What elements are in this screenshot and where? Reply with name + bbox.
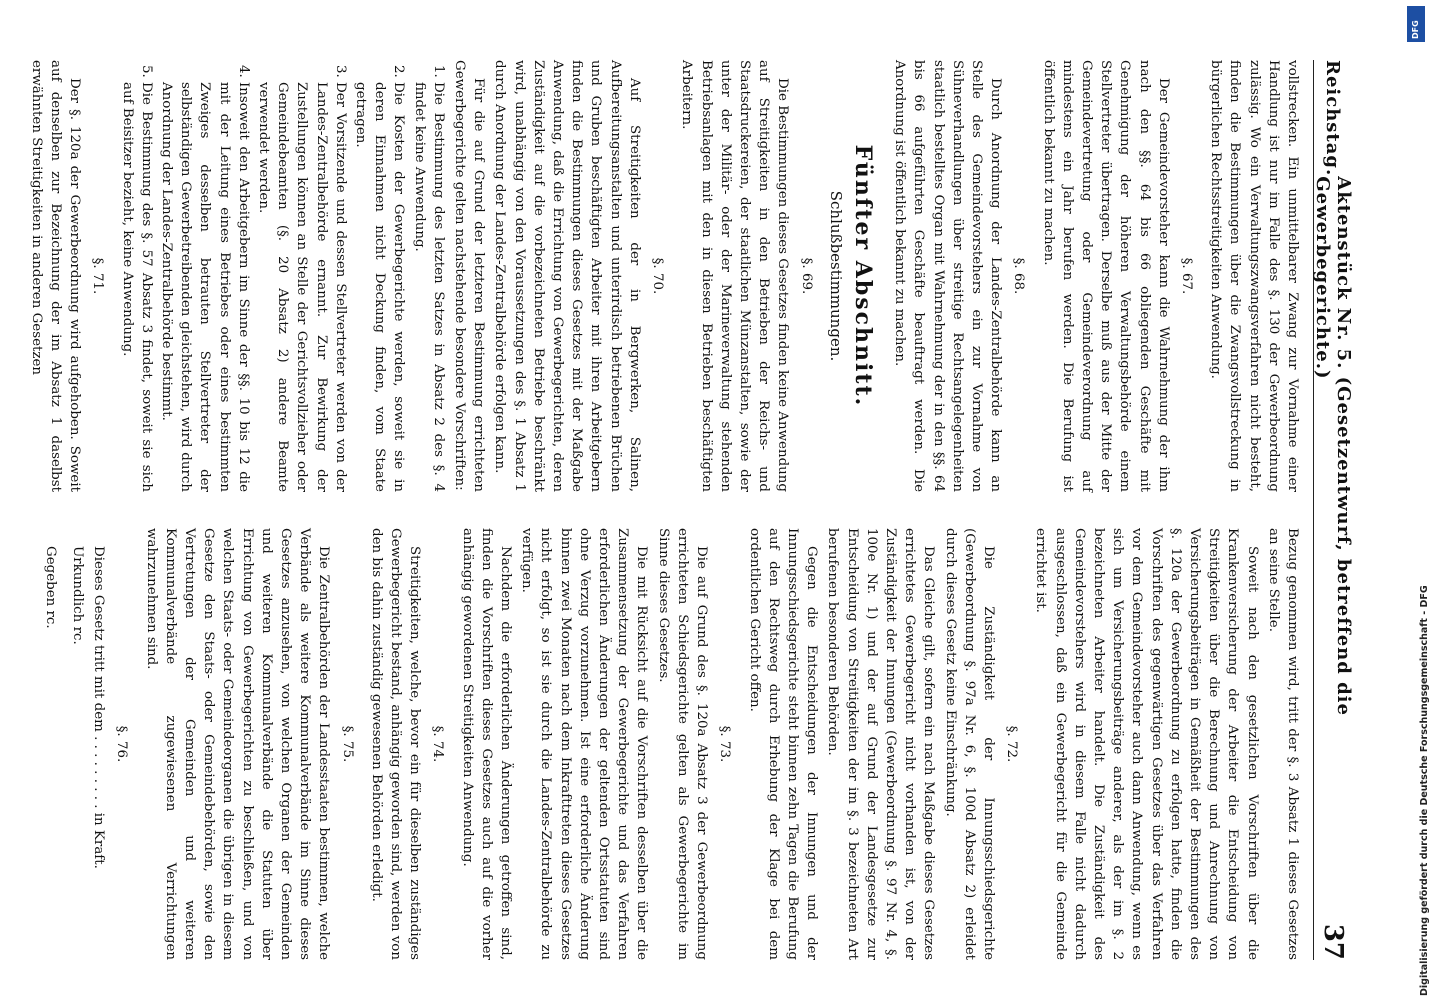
paragraph: Die Bestimmungen dieses Gesetzes finden keine Anwendung auf Streitigkeiten in den Betrieben der Reichs- und Staatsdruckereien, der staatlichen Münzanstalten, sowie der unter der Militär- oder der Marineverwaltung stehenden Betriebsanlagen mit den in diesen Betrieben beschäftigten Arbeitern.: [679, 60, 791, 492]
paragraph: Durch Anordnung der Landes-Zentralbehörde kann an Stelle des Gemeindevorstehers ein zur Vornahme von Sühneverhandlungen über streitige Rechtsangelegenheiten staatlich bestelltes Organ mit Wahrnehmung der in den §§. 64 bis 66 aufgeführten Geschäfte beauftragt werden. Die Anordnung ist öffentlich bekannt zu machen.: [892, 60, 1004, 492]
list-item: 4. Insoweit den Arbeitgebern im Sinne der §§. 10 bis 12 die mit der Leitung eines Betriebes oder eines bestimmten Zweiges desselben betrauten Stellvertreter der selbständigen Gewerbetreibenden gleichstehen, wird durch Anordnung der Landes-Zentralbehörde bestimmt.: [157, 82, 253, 492]
paragraph: Für die auf Grund der letzteren Bestimmung errichteten Gewerbegerichte gelten nachstehende besondere Vorschriften:: [452, 60, 487, 492]
paragraph: vollstrecken. Ein unmittelbarer Zwang zur Vornahme einer Handlung ist nur im Falle des §. 130 der Gewerbeordnung zulässig. Wo ein Verwaltungszwangsverfahren nicht besteht, finden die Bestimmungen über die Zwangsvollstreckung in bürgerlichen Rechtsstreitigkeiten Anwendung.: [1208, 60, 1300, 492]
paragraph: Die auf Grund des §. 120a Absatz 3 der Gewerbeordnung errichteten Schiedsgerichte gelten als Gewerbegerichte im Sinne dieses Gesetzes.: [655, 528, 710, 960]
chapter-subheading: Schlußbestimmungen.: [826, 190, 845, 362]
section-number: §. 71.: [90, 257, 106, 295]
closing-line: Gegeben rc.: [42, 546, 58, 629]
section-number: §. 73.: [717, 725, 733, 763]
header-title: Aktenstück Nr. 5. (Gesetzentwurf, betreffend die Gewerbegerichte.): [1312, 176, 1354, 716]
list-item: 5. Die Bestimmung des §. 57 Absatz 3 findet, soweit sie sich auf Beisitzer bezieht, keine Anwendung.: [117, 82, 155, 492]
paragraph: Gegen die Entscheidungen der Innungen und der Innungsschiedsgerichte steht binnen zehn Tagen die Berufung auf den Rechtsweg durch Erhebung der Klage bei dem ordentlichen Gericht offen.: [746, 528, 820, 960]
paragraph: Streitigkeiten, welche, bevor ein für dieselben zuständiges Gewerbegericht bestand, anhängig geworden sind, werden von den bis dahin zuständig gewesenen Behörden erledigt.: [368, 528, 423, 960]
dfg-logo-icon: [1407, 6, 1425, 42]
paragraph: Bezug genommen wird, tritt der §. 3 Absatz 1 dieses Gesetzes an seine Stelle.: [1265, 528, 1300, 960]
closing-line: Urkundlich rc.: [70, 546, 86, 645]
section-number: §. 74.: [430, 725, 446, 763]
section-number: §. 68.: [1011, 257, 1027, 295]
chapter-heading: Fünfter Abschnitt.: [849, 144, 876, 408]
list-item: 3. Der Vorsitzende und dessen Stellvertreter werden von der Landes-Zentralbehörde ernannt. Zur Bewirkung der Zustellungen können an Stelle der Gerichtsvollzieher oder Gemeindebeamten (§. 20 Absatz 2) andere Beamte verwendet werden.: [254, 82, 350, 492]
paragraph: Der §. 120a der Gewerbeordnung wird aufgehoben. Soweit auf denselben zur Bezeichnung der im Absatz 1 daselbst erwähnten Streitigkeiten in anderen Gesetzen: [28, 60, 83, 492]
paragraph: Die mit Rücksicht auf die Vorschriften desselben über die Zusammensetzung der Gewerbegerichte und das Verfahren erforderlichen Änderungen der geltenden Ortsstatuten sind ohne Verzug vorzunehmen. Ist eine erforderliche Änderung binnen zwei Monaten nach dem Inkrafttreten dieses Gesetzes nicht erfolgt, so ist sie durch die Landes-Zentralbehörde zu verfügen.: [519, 528, 650, 960]
list-item: 2. Die Kosten der Gewerbegerichte werden, soweit sie in deren Einnahmen nicht Deckung finden, vom Staate getragen.: [351, 82, 409, 492]
left-column: [28, 60, 1302, 492]
page-header: [1313, 60, 1352, 960]
header-reichstag: Reichstag.: [1322, 60, 1344, 177]
paragraph: Das Gleiche gilt, sofern ein nach Maßgabe dieses Gesetzes errichtetes Gewerbegericht nicht vorhanden ist, von der Zuständigkeit der Innungen (Gewerbeordnung §. 97 Nr. 4, §. 100e Nr. 1) und der auf Grund der Landesgesetze zur Entscheidung von Streitigkeiten der im §. 3 bezeichneten Art berufenen besonderen Behörden.: [825, 528, 937, 960]
section-number: §. 72.: [1004, 725, 1020, 763]
dfg-logo-text: DFG: [1411, 20, 1420, 39]
paragraph: Der Gemeindevorsteher kann die Wahrnehmung der ihm nach den §§. 64 bis 66 obliegenden Geschäfte mit Genehmigung der höheren Verwaltungsbehörde einem Stellvertreter übertragen. Derselbe muß aus der Mitte der Gemeindevertretung oder Gemeindeverordnung auf mindestens ein Jahr berufen werden. Die Berufung ist öffentlich bekannt zu machen.: [1040, 60, 1171, 492]
section-number: §. 75.: [339, 725, 355, 763]
page-number: 37: [1318, 923, 1348, 960]
provisions-list: [117, 60, 447, 492]
section-number: §. 76.: [114, 725, 130, 763]
paragraph: Nachdem die erforderlichen Änderungen getroffen sind, finden die Vorschriften dieses Gesetzes auch auf die vorher anhängig gewordenen Streitigkeiten Anwendung.: [459, 528, 514, 960]
list-item: 1. Die Bestimmung des letzten Satzes in Absatz 2 des §. 4 findet keine Anwendung.: [409, 82, 447, 492]
paragraph: Soweit nach den gesetzlichen Vorschriften über die Krankenversicherung der Arbeiter die Entscheidung von Streitigkeiten über die Berechnung und Anrechnung von Versicherungsbeiträgen in Gemäßheit der Bestimmungen des §. 120a der Gewerbeordnung zu erfolgen hatte, finden die Vorschriften des gegenwärtigen Gesetzes über das Verfahren vor dem Gemeindevorsteher auch dann Anwendung, wenn es sich um Versicherungsbeiträge anderer, als der im §. 2 bezeichneten Arbeiter handelt. Die Zuständigkeit des Gemeindevorstehers wird in diesem Falle nicht dadurch ausgeschlossen, daß ein Gewerbegericht für die Gemeinde errichtet ist.: [1033, 528, 1260, 960]
section-number: §. 67.: [1178, 257, 1194, 295]
digitization-credit: Digitalisierung gefördert durch die Deutsche Forschungsgemeinschaft - DFG: [1419, 585, 1430, 996]
paragraph: Auf Streitigkeiten der in Bergwerken, Salinen, Aufbereitungsanstalten und unterirdisch betriebenen Brüchen und Gruben beschäftigten Arbeiter mit ihren Arbeitgebern finden die Bestimmungen dieses Gesetzes mit der Maßgabe Anwendung, daß die Errichtung von Gewerbegerichten, deren Zuständigkeit auf die vorbezeichneten Betriebe beschränkt wird, unabhängig von den Voraussetzungen des §. 1 Absatz 1 durch Anordnung der Landes-Zentralbehörde erfolgen kann.: [492, 60, 642, 492]
paragraph: Die Zentralbehörden der Landesstaaten bestimmen, welche Verbände als weitere Kommunalverbände im Sinne dieses Gesetzes anzusehen, von welchen Organen der Gemeinden und weiteren Kommunalverbände die Statuten über Errichtung von Gewerbegerichten zu beschließen, und von welchen Staats- oder Gemeindeorganen die übrigen in diesem Gesetze den Staats- oder Gemeindebehörden, sowie den Vertretungen der Gemeinden und weiteren Kommunalverbände zugewiesenen Verrichtungen wahrzunehmen sind.: [143, 528, 332, 960]
right-column: [32, 528, 1302, 960]
paragraph: Die Zuständigkeit der Innungsschiedsgerichte (Gewerbeordnung §. 97a Nr. 6, §. 100d Absatz 2) erleidet durch dieses Gesetz keine Einschränkung.: [942, 528, 996, 960]
paragraph: Dieses Gesetz tritt mit dem . . . . . . . . . in Kraft.: [91, 546, 107, 869]
section-number: §. 69.: [798, 257, 814, 295]
section-number: §. 70.: [650, 257, 666, 295]
